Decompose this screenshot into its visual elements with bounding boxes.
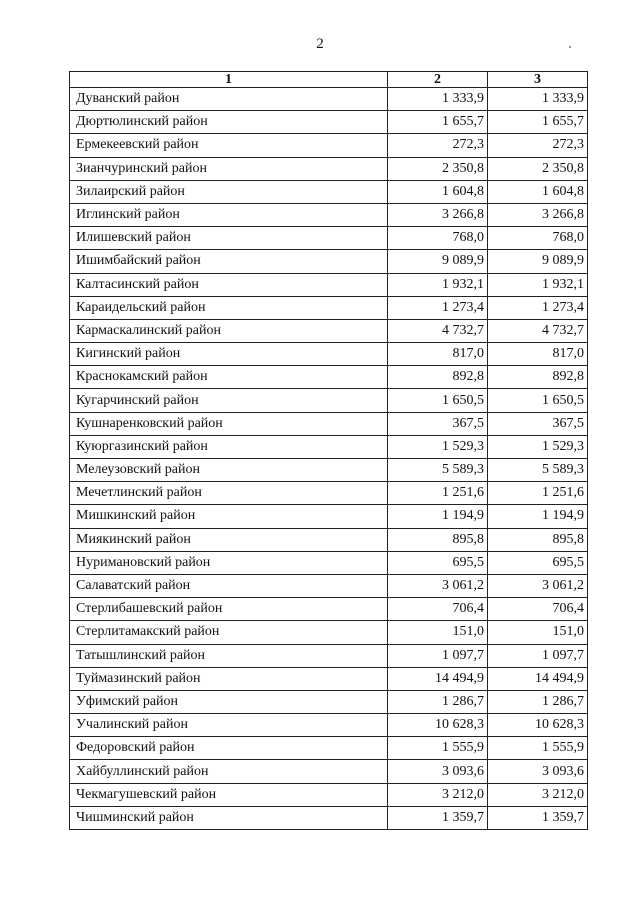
table-row	[70, 528, 588, 551]
district-name-cell: Нуримановский район	[70, 551, 388, 574]
value-col3-cell: 895,8	[488, 528, 588, 551]
district-name-cell: Ишимбайский район	[70, 250, 388, 273]
value-col2-cell: 2 350,8	[388, 157, 488, 180]
district-name-cell: Мишкинский район	[70, 505, 388, 528]
column-header-1: 1	[70, 72, 388, 88]
district-name-cell: Федоровский район	[70, 737, 388, 760]
table-row	[70, 227, 588, 250]
value-col2-cell: 1 273,4	[388, 296, 488, 319]
value-col3-cell: 817,0	[488, 343, 588, 366]
value-col3-cell: 9 089,9	[488, 250, 588, 273]
table-row	[70, 111, 588, 134]
district-name-cell: Татышлинский район	[70, 644, 388, 667]
district-name-cell: Чишминский район	[70, 806, 388, 829]
column-header-3: 3	[488, 72, 588, 88]
value-col3-cell: 1 286,7	[488, 690, 588, 713]
table-row	[70, 482, 588, 505]
table-row	[70, 319, 588, 342]
district-name-cell: Караидельский район	[70, 296, 388, 319]
value-col2-cell: 1 097,7	[388, 644, 488, 667]
value-col3-cell: 1 650,5	[488, 389, 588, 412]
value-col3-cell: 1 194,9	[488, 505, 588, 528]
district-name-cell: Дуванский район	[70, 88, 388, 111]
table-row	[70, 250, 588, 273]
value-col3-cell: 3 061,2	[488, 574, 588, 597]
table-row	[70, 598, 588, 621]
district-name-cell: Учалинский район	[70, 714, 388, 737]
district-name-cell: Стерлитамакский район	[70, 621, 388, 644]
table-row	[70, 783, 588, 806]
value-col3-cell: 892,8	[488, 366, 588, 389]
value-col3-cell: 768,0	[488, 227, 588, 250]
value-col3-cell: 1 333,9	[488, 88, 588, 111]
value-col3-cell: 3 212,0	[488, 783, 588, 806]
table-row	[70, 667, 588, 690]
value-col2-cell: 3 061,2	[388, 574, 488, 597]
table-row	[70, 621, 588, 644]
value-col2-cell: 895,8	[388, 528, 488, 551]
value-col3-cell: 3 266,8	[488, 203, 588, 226]
district-name-cell: Стерлибашевский район	[70, 598, 388, 621]
table-row	[70, 88, 588, 111]
district-name-cell: Мечетлинский район	[70, 482, 388, 505]
value-col2-cell: 1 650,5	[388, 389, 488, 412]
value-col3-cell: 10 628,3	[488, 714, 588, 737]
value-col2-cell: 151,0	[388, 621, 488, 644]
value-col2-cell: 14 494,9	[388, 667, 488, 690]
value-col2-cell: 5 589,3	[388, 459, 488, 482]
value-col3-cell: 1 097,7	[488, 644, 588, 667]
district-name-cell: Краснокамский район	[70, 366, 388, 389]
column-header-2: 2	[388, 72, 488, 88]
value-col3-cell: 1 273,4	[488, 296, 588, 319]
value-col3-cell: 695,5	[488, 551, 588, 574]
table-row	[70, 203, 588, 226]
district-name-cell: Туймазинский район	[70, 667, 388, 690]
table-row	[70, 459, 588, 482]
value-col2-cell: 4 732,7	[388, 319, 488, 342]
district-name-cell: Чекмагушевский район	[70, 783, 388, 806]
value-col3-cell: 5 589,3	[488, 459, 588, 482]
page-number: 2	[316, 36, 324, 52]
value-col3-cell: 1 932,1	[488, 273, 588, 296]
district-name-cell: Калтасинский район	[70, 273, 388, 296]
value-col3-cell: 1 604,8	[488, 180, 588, 203]
district-name-cell: Миякинский район	[70, 528, 388, 551]
value-col2-cell: 1 194,9	[388, 505, 488, 528]
table-row	[70, 806, 588, 829]
table-row	[70, 157, 588, 180]
value-col2-cell: 3 093,6	[388, 760, 488, 783]
value-col2-cell: 768,0	[388, 227, 488, 250]
table-body	[70, 88, 588, 830]
value-col3-cell: 272,3	[488, 134, 588, 157]
table-row	[70, 644, 588, 667]
value-col3-cell: 706,4	[488, 598, 588, 621]
value-col3-cell: 3 093,6	[488, 760, 588, 783]
table-row	[70, 551, 588, 574]
value-col3-cell: 1 555,9	[488, 737, 588, 760]
value-col3-cell: 367,5	[488, 412, 588, 435]
table-row	[70, 505, 588, 528]
table-row	[70, 714, 588, 737]
district-name-cell: Ермекеевский район	[70, 134, 388, 157]
value-col3-cell: 14 494,9	[488, 667, 588, 690]
value-col3-cell: 1 359,7	[488, 806, 588, 829]
table-row	[70, 296, 588, 319]
table-row	[70, 737, 588, 760]
value-col3-cell: 4 732,7	[488, 319, 588, 342]
district-name-cell: Кугарчинский район	[70, 389, 388, 412]
value-col2-cell: 367,5	[388, 412, 488, 435]
table-row	[70, 574, 588, 597]
table-row	[70, 273, 588, 296]
value-col2-cell: 1 251,6	[388, 482, 488, 505]
value-col2-cell: 706,4	[388, 598, 488, 621]
table-row	[70, 134, 588, 157]
district-name-cell: Кигинский район	[70, 343, 388, 366]
table-row	[70, 412, 588, 435]
value-col2-cell: 3 212,0	[388, 783, 488, 806]
scan-speck	[569, 46, 571, 48]
value-col2-cell: 817,0	[388, 343, 488, 366]
table-row	[70, 343, 588, 366]
value-col2-cell: 695,5	[388, 551, 488, 574]
value-col2-cell: 1 604,8	[388, 180, 488, 203]
district-name-cell: Иглинский район	[70, 203, 388, 226]
table-row	[70, 180, 588, 203]
table-row	[70, 760, 588, 783]
district-name-cell: Кармаскалинский район	[70, 319, 388, 342]
district-name-cell: Куюргазинский район	[70, 435, 388, 458]
table-row	[70, 690, 588, 713]
value-col2-cell: 1 286,7	[388, 690, 488, 713]
value-col2-cell: 1 655,7	[388, 111, 488, 134]
value-col2-cell: 10 628,3	[388, 714, 488, 737]
value-col2-cell: 1 359,7	[388, 806, 488, 829]
value-col3-cell: 1 251,6	[488, 482, 588, 505]
district-name-cell: Уфимский район	[70, 690, 388, 713]
value-col3-cell: 1 529,3	[488, 435, 588, 458]
table-row	[70, 389, 588, 412]
value-col3-cell: 2 350,8	[488, 157, 588, 180]
value-col2-cell: 3 266,8	[388, 203, 488, 226]
table-row	[70, 435, 588, 458]
district-name-cell: Дюртюлинский район	[70, 111, 388, 134]
district-name-cell: Хайбуллинский район	[70, 760, 388, 783]
table-row	[70, 366, 588, 389]
district-name-cell: Илишевский район	[70, 227, 388, 250]
value-col2-cell: 1 529,3	[388, 435, 488, 458]
value-col2-cell: 272,3	[388, 134, 488, 157]
table-header-row	[70, 72, 588, 88]
district-name-cell: Зианчуринский район	[70, 157, 388, 180]
district-name-cell: Кушнаренковский район	[70, 412, 388, 435]
value-col2-cell: 1 932,1	[388, 273, 488, 296]
value-col2-cell: 1 555,9	[388, 737, 488, 760]
district-name-cell: Зилаирский район	[70, 180, 388, 203]
district-name-cell: Мелеузовский район	[70, 459, 388, 482]
value-col2-cell: 892,8	[388, 366, 488, 389]
district-table	[69, 71, 588, 830]
district-name-cell: Салаватский район	[70, 574, 388, 597]
value-col3-cell: 1 655,7	[488, 111, 588, 134]
value-col2-cell: 1 333,9	[388, 88, 488, 111]
value-col2-cell: 9 089,9	[388, 250, 488, 273]
value-col3-cell: 151,0	[488, 621, 588, 644]
